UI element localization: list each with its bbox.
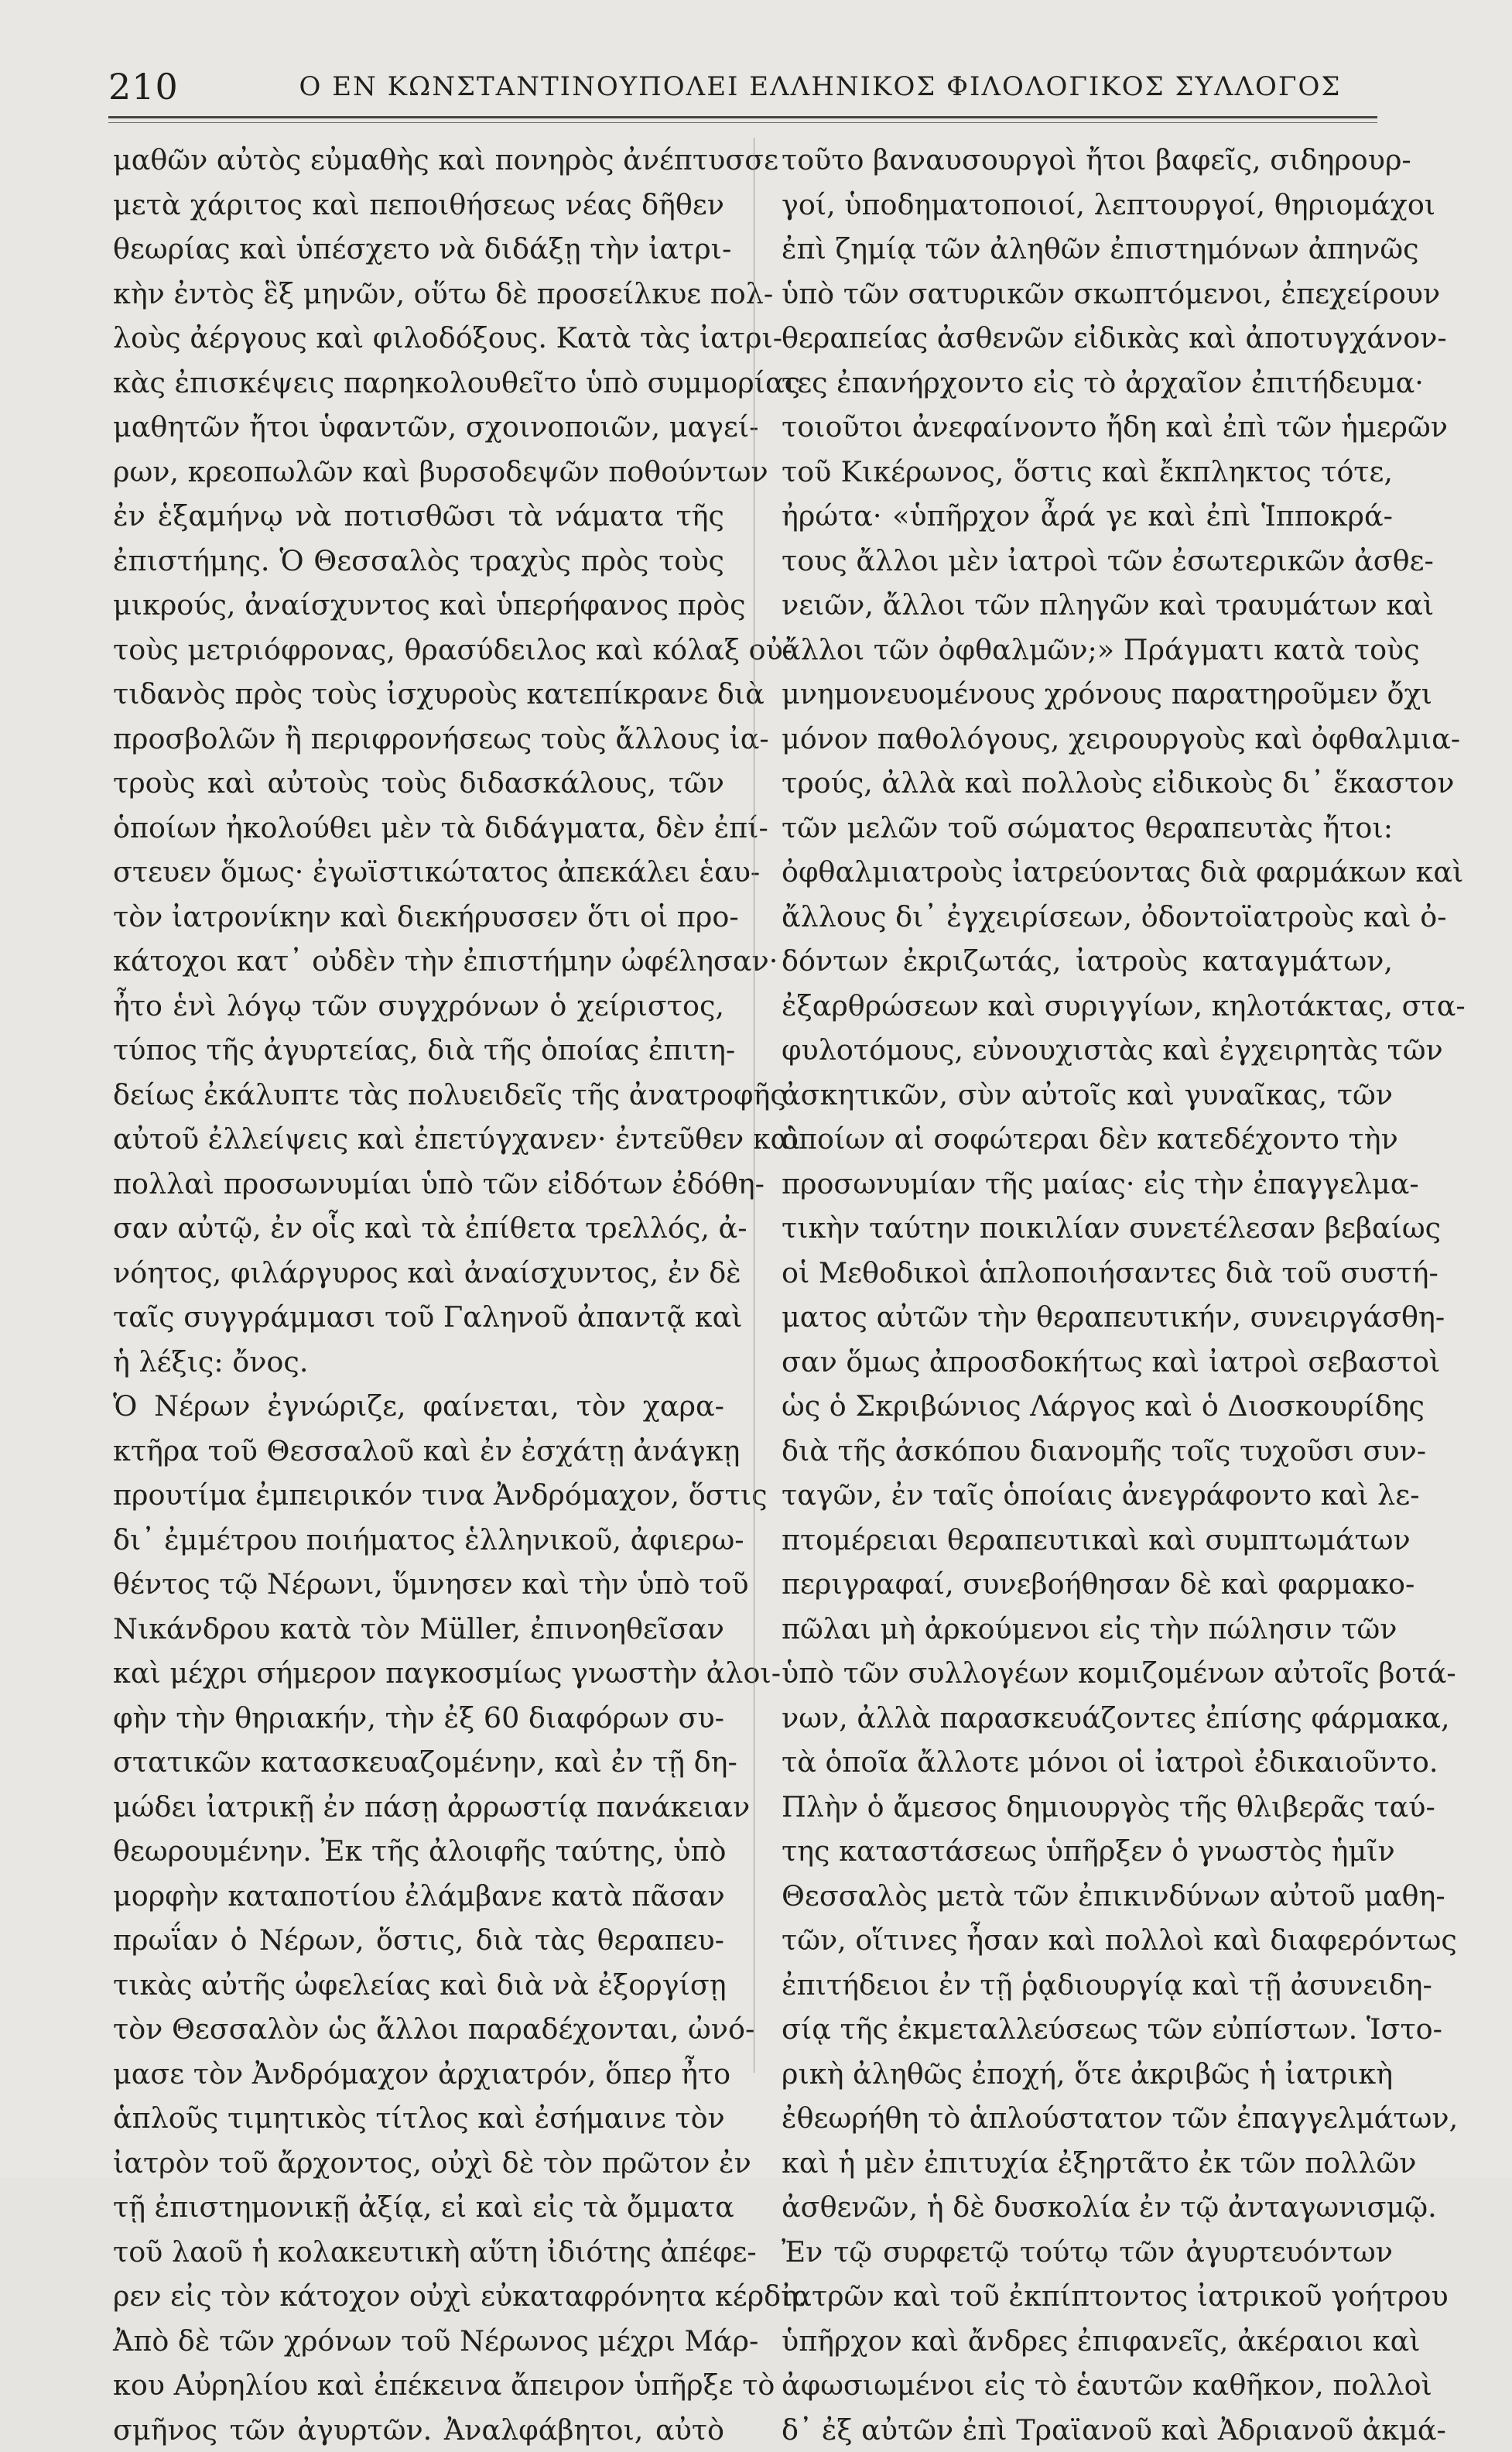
text-line: Θεσσαλὸς μετὰ τῶν ἐπικινδύνων αὐτοῦ μαθη- <box>782 1874 1393 1919</box>
text-line: οἱ Μεθοδικοὶ ἁπλοποιήσαντες διὰ τοῦ συστή- <box>782 1251 1393 1296</box>
text-line: τοῦτο βαναυσουργοὶ ἤτοι βαφεῖς, σιδηρουρ- <box>782 138 1393 183</box>
text-line: ματος αὐτῶν τὴν θεραπευτικήν, συνειργάσθη- <box>782 1295 1393 1340</box>
text-line: ἐν ἑξαμήνῳ νὰ ποτισθῶσι τὰ νάματα τῆς <box>113 494 724 539</box>
header-rule-thin <box>108 122 1377 123</box>
text-line: Ὁ Νέρων ἐγνώριζε, φαίνεται, τὸν χαρα- <box>113 1384 724 1429</box>
text-line: ἐξαρθρώσεων καὶ συριγγίων, κηλοτάκτας, στα- <box>782 984 1393 1029</box>
text-line: περιγραφαί, συνεβοήθησαν δὲ καὶ φαρμακο- <box>782 1562 1393 1607</box>
text-line: λοὺς ἀέργους καὶ φιλοδόξους. Κατὰ τὰς ἰατρι- <box>113 316 724 361</box>
text-line: νόητος, φιλάργυρος καὶ ἀναίσχυντος, ἐν δὲ <box>113 1251 724 1296</box>
text-line: τους ἄλλοι μὲν ἰατροὶ τῶν ἐσωτερικῶν ἀσθε- <box>782 539 1393 584</box>
text-line: θεωρίας καὶ ὑπέσχετο νὰ διδάξῃ τὴν ἰατρι- <box>113 227 724 272</box>
running-title: Ο ΕΝ ΚΩΝΣΤΑΝΤΙΝΟΥΠΟΛΕΙ ΕΛΛΗΝΙΚΟΣ ΦΙΛΟΛΟΓΙΚΟΣ ΣΥΛΛΟΓΟΣ <box>201 71 1408 102</box>
text-line: αὐτοῦ ἐλλείψεις καὶ ἐπετύγχανεν· ἐντεῦθεν καὶ <box>113 1117 724 1162</box>
text-line: ἐπιστήμης. Ὁ Θεσσαλὸς τραχὺς πρὸς τοὺς <box>113 539 724 584</box>
text-line: δόντων ἐκριζωτάς, ἰατροὺς καταγμάτων, <box>782 939 1393 984</box>
text-line: δείως ἐκάλυπτε τὰς πολυειδεῖς τῆς ἀνατροφῆς <box>113 1073 724 1118</box>
text-line: ἁπλοῦς τιμητικὸς τίτλος καὶ ἐσήμαινε τὸν <box>113 2096 724 2141</box>
text-line: ἡ λέξις: ὄνος. <box>113 1340 724 1385</box>
text-line: τροὺς καὶ αὐτοὺς τοὺς διδασκάλους, τῶν <box>113 761 724 806</box>
text-line: πτομέρειαι θεραπευτικαὶ καὶ συμπτωμάτων <box>782 1518 1393 1563</box>
text-line: μετὰ χάριτος καὶ πεποιθήσεως νέας δῆθεν <box>113 183 724 228</box>
text-line: θεραπείας ἀσθενῶν εἰδικὰς καὶ ἀποτυγχάνον- <box>782 316 1393 361</box>
text-line: ἄλλοι τῶν ὀφθαλμῶν;» Πράγματι κατὰ τοὺς <box>782 628 1393 673</box>
text-line: ρων, κρεοπωλῶν καὶ βυρσοδεψῶν ποθούντων <box>113 450 724 495</box>
text-line: τῶν μελῶν τοῦ σώματος θεραπευτὰς ἤτοι: <box>782 806 1393 851</box>
text-line: προυτίμα ἐμπειρικόν τινα Ἀνδρόμαχον, ὅστις <box>113 1473 724 1518</box>
text-line: ταγῶν, ἐν ταῖς ὁποίαις ἀνεγράφοντο καὶ λε- <box>782 1473 1393 1518</box>
text-line: στευεν ὅμως· ἐγωϊστικώτατος ἀπεκάλει ἑαυ- <box>113 850 724 895</box>
text-line: γοί, ὑποδηματοποιοί, λεπτουργοί, θηριομάχοι <box>782 183 1393 228</box>
text-line: Πλὴν ὁ ἄμεσος δημιουργὸς τῆς θλιβερᾶς ταύ- <box>782 1785 1393 1830</box>
text-line: ὀφθαλμιατροὺς ἰατρεύοντας διὰ φαρμάκων καὶ <box>782 850 1393 895</box>
text-line: δ᾽ ἐξ αὐτῶν ἐπὶ Τραϊανοῦ καὶ Ἀδριανοῦ ἀκμά- <box>782 2408 1393 2452</box>
text-line: ὑπῆρχον καὶ ἄνδρες ἐπιφανεῖς, ἀκέραιοι καὶ <box>782 2319 1393 2364</box>
text-line: κάτοχοι κατ᾽ οὐδὲν τὴν ἐπιστήμην ὠφέλησαν· <box>113 939 724 984</box>
text-line: φὴν τὴν θηριακήν, τὴν ἐξ 60 διαφόρων συ- <box>113 1696 724 1741</box>
text-line: φυλοτόμους, εὐνουχιστὰς καὶ ἐγχειρητὰς τῶν <box>782 1028 1393 1073</box>
text-line: πῶλαι μὴ ἀρκούμενοι εἰς τὴν πώλησιν τῶν <box>782 1607 1393 1652</box>
text-line: κτῆρα τοῦ Θεσσαλοῦ καὶ ἐν ἐσχάτῃ ἀνάγκῃ <box>113 1429 724 1474</box>
text-line: καὶ μέχρι σήμερον παγκοσμίως γνωστὴν ἀλοι- <box>113 1651 724 1696</box>
text-line: ἰατρὸν τοῦ ἄρχοντος, οὐχὶ δὲ τὸν πρῶτον ἐν <box>113 2141 724 2186</box>
text-line: Νικάνδρου κατὰ τὸν Müller, ἐπινοηθεῖσαν <box>113 1607 724 1652</box>
text-line: ὑπὸ τῶν σατυρικῶν σκωπτόμενοι, ἐπεχείρουν <box>782 272 1393 317</box>
text-line: μνημονευομένους χρόνους παρατηροῦμεν ὄχι <box>782 672 1393 717</box>
text-line: νων, ἀλλὰ παρασκευάζοντες ἐπίσης φάρμακα, <box>782 1696 1393 1741</box>
text-line: τῇ ἐπιστημονικῇ ἀξίᾳ, εἰ καὶ εἰς τὰ ὄμματα <box>113 2185 724 2230</box>
text-line: τοιοῦτοι ἀνεφαίνοντο ἤδη καὶ ἐπὶ τῶν ἡμερῶν <box>782 405 1393 450</box>
text-line: τικὰς αὐτῆς ὠφελείας καὶ διὰ νὰ ἐξοργίσῃ <box>113 1963 724 2008</box>
text-line: κὴν ἐντὸς ἓξ μηνῶν, οὕτω δὲ προσείλκυε πολ- <box>113 272 724 317</box>
text-line: καὶ ἡ μὲν ἐπιτυχία ἐξηρτᾶτο ἐκ τῶν πολλῶν <box>782 2141 1393 2186</box>
text-line: κου Αὐρηλίου καὶ ἐπέκεινα ἄπειρον ὑπῆρξε τὸ <box>113 2363 724 2408</box>
text-line: ἐπιτήδειοι ἐν τῇ ῥᾳδιουργίᾳ καὶ τῇ ἀσυνειδη- <box>782 1963 1393 2008</box>
text-line: ἀσκητικῶν, σὺν αὐτοῖς καὶ γυναῖκας, τῶν <box>782 1073 1393 1118</box>
page-header <box>108 63 1408 110</box>
text-line: νειῶν, ἄλλοι τῶν πληγῶν καὶ τραυμάτων καὶ <box>782 583 1393 628</box>
text-line: τῶν, οἵτινες ἦσαν καὶ πολλοὶ καὶ διαφερόντως <box>782 1918 1393 1963</box>
text-line: Ἀπὸ δὲ τῶν χρόνων τοῦ Νέρωνος μέχρι Μάρ- <box>113 2319 724 2364</box>
text-line: ὡς ὁ Σκριβώνιος Λάργος καὶ ὁ Διοσκουρίδης <box>782 1384 1393 1429</box>
text-line: ἠρώτα· «ὑπῆρχον ἆρά γε καὶ ἐπὶ Ἱπποκρά- <box>782 494 1393 539</box>
text-line: ἰατρῶν καὶ τοῦ ἐκπίπτοντος ἰατρικοῦ γοήτρου <box>782 2274 1393 2319</box>
text-line: ἐθεωρήθη τὸ ἁπλούστατον τῶν ἐπαγγελμάτων, <box>782 2096 1393 2141</box>
text-line: διὰ τῆς ἀσκόπου διανομῆς τοῖς τυχοῦσι συν- <box>782 1429 1393 1474</box>
text-line: ὁποίων αἱ σοφώτεραι δὲν κατεδέχοντο τὴν <box>782 1117 1393 1162</box>
text-line: ἄλλους δι᾽ ἐγχειρίσεων, ὀδοντοϊατροὺς καὶ ὀ- <box>782 895 1393 940</box>
text-line: τὰ ὁποῖα ἄλλοτε μόνοι οἱ ἰατροὶ ἐδικαιοῦντο. <box>782 1740 1393 1785</box>
right-column <box>782 138 1393 2119</box>
text-line: ἀσθενῶν, ἡ δὲ δυσκολία ἐν τῷ ἀνταγωνισμῷ. <box>782 2185 1393 2230</box>
text-line: ρεν εἰς τὸν κάτοχον οὐχὶ εὐκαταφρόνητα κέρδη. <box>113 2274 724 2319</box>
text-line: τες ἐπανήρχοντο εἰς τὸ ἀρχαῖον ἐπιτήδευμα· <box>782 361 1393 406</box>
text-line: σαν αὐτῷ, ἐν οἷς καὶ τὰ ἐπίθετα τρελλός, ἀ- <box>113 1206 724 1251</box>
text-line: Ἐν τῷ συρφετῷ τούτῳ τῶν ἀγυρτευόντων <box>782 2230 1393 2275</box>
text-line: μαθητῶν ἤτοι ὑφαντῶν, σχοινοποιῶν, μαγεί- <box>113 405 724 450</box>
text-line: πολλαὶ προσωνυμίαι ὑπὸ τῶν εἰδότων ἐδόθη- <box>113 1162 724 1207</box>
text-line: πρωΐαν ὁ Νέρων, ὅστις, διὰ τὰς θεραπευ- <box>113 1918 724 1963</box>
text-line: τοῦ λαοῦ ἡ κολακευτικὴ αὕτη ἰδιότης ἀπέφε- <box>113 2230 724 2275</box>
text-line: ἦτο ἑνὶ λόγῳ τῶν συγχρόνων ὁ χείριστος, <box>113 984 724 1029</box>
text-line: τοὺς μετριόφρονας, θρασύδειλος καὶ κόλαξ οὐ- <box>113 628 724 673</box>
text-line: τὸν ἰατρονίκην καὶ διεκήρυσσεν ὅτι οἱ προ- <box>113 895 724 940</box>
page-number: 210 <box>108 66 201 108</box>
text-line: θεωρουμένην. Ἐκ τῆς ἀλοιφῆς ταύτης, ὑπὸ <box>113 1829 724 1874</box>
text-line: ἀφωσιωμένοι εἰς τὸ ἑαυτῶν καθῆκον, πολλοὶ <box>782 2363 1393 2408</box>
text-line: μικρούς, ἀναίσχυντος καὶ ὑπερήφανος πρὸς <box>113 583 724 628</box>
text-line: της καταστάσεως ὑπῆρξεν ὁ γνωστὸς ἡμῖν <box>782 1829 1393 1874</box>
text-line: μαθῶν αὐτὸς εὐμαθὴς καὶ πονηρὸς ἀνέπτυσσε <box>113 138 724 183</box>
text-line: ἐπὶ ζημίᾳ τῶν ἀληθῶν ἐπιστημόνων ἀπηνῶς <box>782 227 1393 272</box>
text-line: τύπος τῆς ἀγυρτείας, διὰ τῆς ὁποίας ἐπιτη- <box>113 1028 724 1073</box>
text-line: τιδανὸς πρὸς τοὺς ἰσχυροὺς κατεπίκρανε διὰ <box>113 672 724 717</box>
text-line: προσωνυμίαν τῆς μαίας· εἰς τὴν ἐπαγγελμα- <box>782 1162 1393 1207</box>
text-line: ὁποίων ἠκολούθει μὲν τὰ διδάγματα, δὲν ἐπί- <box>113 806 724 851</box>
text-line: μορφὴν καταποτίου ἐλάμβανε κατὰ πᾶσαν <box>113 1874 724 1919</box>
text-line: μώδει ἰατρικῇ ἐν πάσῃ ἀρρωστίᾳ πανάκειαν <box>113 1785 724 1830</box>
text-line: τρούς, ἀλλὰ καὶ πολλοὺς εἰδικοὺς δι᾽ ἕκαστον <box>782 761 1393 806</box>
text-line: τὸν Θεσσαλὸν ὡς ἄλλοι παραδέχονται, ὠνό- <box>113 2007 724 2052</box>
text-line: δι᾽ ἐμμέτρου ποιήματος ἑλληνικοῦ, ἀφιερω- <box>113 1518 724 1563</box>
text-line: σαν ὅμως ἀπροσδοκήτως καὶ ἰατροὶ σεβαστοὶ <box>782 1340 1393 1385</box>
text-line: θέντος τῷ Νέρωνι, ὕμνησεν καὶ τὴν ὑπὸ τοῦ <box>113 1562 724 1607</box>
text-line: ὑπὸ τῶν συλλογέων κομιζομένων αὐτοῖς βοτά- <box>782 1651 1393 1696</box>
text-line: ρικὴ ἀληθῶς ἐποχή, ὅτε ἀκριβῶς ἡ ἰατρικὴ <box>782 2052 1393 2097</box>
left-column <box>113 138 724 2119</box>
text-line: σίᾳ τῆς ἐκμεταλλεύσεως τῶν εὐπίστων. Ἱστο- <box>782 2007 1393 2052</box>
text-line: τικὴν ταύτην ποικιλίαν συνετέλεσαν βεβαίως <box>782 1206 1393 1251</box>
text-line: κὰς ἐπισκέψεις παρηκολουθεῖτο ὑπὸ συμμορίας <box>113 361 724 406</box>
text-line: τοῦ Κικέρωνος, ὅστις καὶ ἔκπληκτος τότε, <box>782 450 1393 495</box>
text-line: σμῆνος τῶν ἀγυρτῶν. Ἀναλφάβητοι, αὐτὸ <box>113 2408 724 2452</box>
text-line: ταῖς συγγράμμασι τοῦ Γαληνοῦ ἀπαντᾷ καὶ <box>113 1295 724 1340</box>
text-line: μασε τὸν Ἀνδρόμαχον ἀρχιατρόν, ὅπερ ἦτο <box>113 2052 724 2097</box>
text-line: μόνον παθολόγους, χειρουργοὺς καὶ ὀφθαλμια- <box>782 717 1393 762</box>
header-rule <box>108 116 1377 118</box>
text-line: στατικῶν κατασκευαζομένην, καὶ ἐν τῇ δη- <box>113 1740 724 1785</box>
text-line: προσβολῶν ἢ περιφρονήσεως τοὺς ἄλλους ἰα- <box>113 717 724 762</box>
